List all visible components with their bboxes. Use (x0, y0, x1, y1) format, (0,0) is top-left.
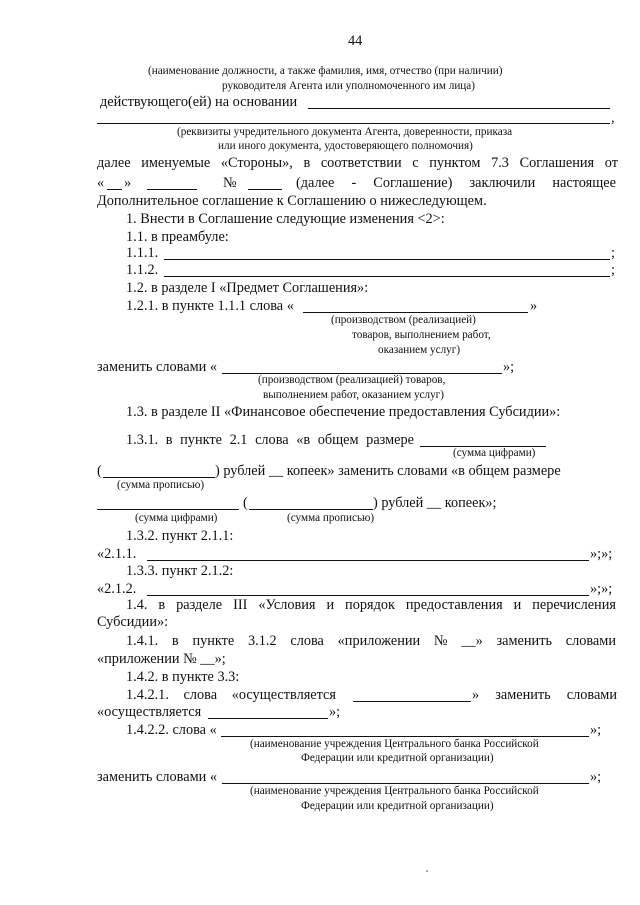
item-1-4-2-1-cont: «осуществляется (97, 704, 202, 720)
date-month-blank[interactable] (147, 177, 197, 190)
item-1-4-2-1-tail: » заменить словами (472, 687, 617, 703)
caption-position-name-1: (наименование должности, а также фамилия, имя, отчество (при наличии) (148, 65, 503, 77)
basis-label: действующего(ей) на основании (100, 94, 298, 110)
replace-with-label: заменить словами « (97, 359, 217, 375)
basis-blank-2[interactable] (97, 111, 610, 124)
parties-line-3: Дополнительное соглашение к Соглашению о нижеследующем. (97, 193, 487, 209)
date-day-blank[interactable] (107, 177, 122, 190)
caption-bank-1: (наименование учреждения Центрального банка Российской (250, 738, 539, 750)
item-1-2-1-blank[interactable] (303, 300, 528, 313)
date-open-quote: « (97, 175, 105, 191)
caption-sum-words: (сумма прописью) (117, 479, 205, 491)
item-1-4-cont: Субсидии»: (97, 614, 169, 630)
item-1-1-2: 1.1.2. (126, 262, 159, 278)
clause-2-1-2-end: »;»; (590, 581, 613, 597)
item-1-1-2-blank[interactable] (164, 264, 610, 277)
sum2-open-paren: ( (243, 495, 248, 511)
item-1-4-2: 1.4.2. в пункте 3.3: (126, 669, 240, 685)
caption-production-3: оказанием услуг) (378, 344, 461, 356)
sum2-words-blank[interactable] (249, 497, 373, 510)
date-close-quote: » (124, 175, 132, 191)
parties-line-1: далее именуемые «Стороны», в соответствии с пунктом 7.3 Соглашения от (97, 155, 618, 171)
item-1-1-2-semicolon: ; (611, 262, 615, 278)
item-1-2: 1.2. в разделе I «Предмет Соглашения»: (126, 280, 369, 296)
item-1: 1. Внести в Соглашение следующие изменения <2>: (126, 211, 445, 227)
item-1-4-2-2-end: »; (590, 722, 602, 738)
caption-sum-digits: (сумма цифрами) (453, 447, 536, 459)
page-number: 44 (348, 33, 363, 49)
sum-digits-blank[interactable] (420, 434, 546, 447)
item-1-4-2-2-blank[interactable] (221, 724, 589, 737)
item-1-1-1: 1.1.1. (126, 245, 159, 261)
sum2-text: ) рублей __ копеек»; (373, 495, 497, 511)
replace-with-close: »; (503, 359, 515, 375)
sum-words-blank[interactable] (103, 465, 215, 478)
item-1-1: 1.1. в преамбуле: (126, 229, 229, 245)
item-1-4-2-1-blank[interactable] (353, 689, 471, 702)
basis-blank[interactable] (308, 96, 610, 109)
item-1-3-3: 1.3.3. пункт 2.1.2: (126, 563, 234, 579)
caption-bank2-2: Федерации или кредитной организации) (301, 800, 494, 812)
basis-comma: , (611, 110, 615, 126)
caption-position-name-2: руководителя Агента или уполномоченного им лица) (222, 80, 475, 92)
parties-line-2: (далее - Соглашение) заключили настоящее (296, 175, 616, 191)
item-1-4-2-1-cont-blank[interactable] (208, 706, 328, 719)
caption-sum-words-2: (сумма прописью) (287, 512, 375, 524)
item-1-3-2: 1.3.2. пункт 2.1.1: (126, 528, 234, 544)
caption-production-1: (производством (реализацией) (331, 314, 476, 326)
caption-production2-2: выполнением работ, оказанием услуг) (263, 389, 444, 401)
replace-with-end-2: »; (590, 769, 602, 785)
caption-production2-1: (производством (реализацией) товаров, (258, 374, 446, 386)
item-1-4-2-2: 1.4.2.2. слова « (126, 722, 217, 738)
item-1-4-1-cont: «приложении № __»; (97, 651, 226, 667)
number-sign: № (223, 175, 237, 191)
item-1-4-1: 1.4.1. в пункте 3.1.2 слова «приложении № __» заменить словами (126, 633, 616, 649)
replace-with-label-2: заменить словами « (97, 769, 217, 785)
clause-2-1-2: «2.1.2. (97, 581, 137, 597)
item-1-3: 1.3. в разделе II «Финансовое обеспечение предоставления Субсидии»: (126, 404, 561, 420)
caption-production-2: товаров, выполнением работ, (352, 329, 491, 341)
item-1-2-1: 1.2.1. в пункте 1.1.1 слова « (126, 298, 294, 314)
item-1-2-1-close: » (530, 298, 538, 314)
scan-speck (426, 870, 428, 872)
caption-basis-1: (реквизиты учредительного документа Агента, доверенности, приказа (177, 126, 513, 138)
caption-sum-digits-2: (сумма цифрами) (135, 512, 218, 524)
clause-2-1-2-blank[interactable] (147, 583, 589, 596)
sum-text: ) рублей __ копеек» заменить словами «в общем размере (215, 463, 561, 479)
caption-bank2-1: (наименование учреждения Центрального банка Российской (250, 785, 539, 797)
item-1-4-2-1-cont-end: »; (329, 704, 341, 720)
item-1-1-1-semicolon: ; (611, 245, 615, 261)
replace-with-blank[interactable] (222, 361, 502, 374)
agreement-number-blank[interactable] (248, 177, 282, 190)
item-1-4-2-1: 1.4.2.1. слова «осуществляется (126, 687, 336, 703)
item-1-3-1: 1.3.1. в пункте 2.1 слова «в общем размере (126, 432, 414, 448)
sum2-digits-blank[interactable] (97, 497, 239, 510)
item-1-1-1-blank[interactable] (164, 247, 610, 260)
replace-with-blank-2[interactable] (222, 771, 589, 784)
clause-2-1-1: «2.1.1. (97, 546, 137, 562)
caption-basis-2: или иного документа, удостоверяющего полномочия) (218, 140, 473, 152)
clause-2-1-1-blank[interactable] (147, 548, 589, 561)
item-1-4: 1.4. в разделе III «Условия и порядок предоставления и перечисления (126, 597, 616, 613)
caption-bank-2: Федерации или кредитной организации) (301, 752, 494, 764)
clause-2-1-1-end: »;»; (590, 546, 613, 562)
sum-open-paren: ( (97, 463, 102, 479)
